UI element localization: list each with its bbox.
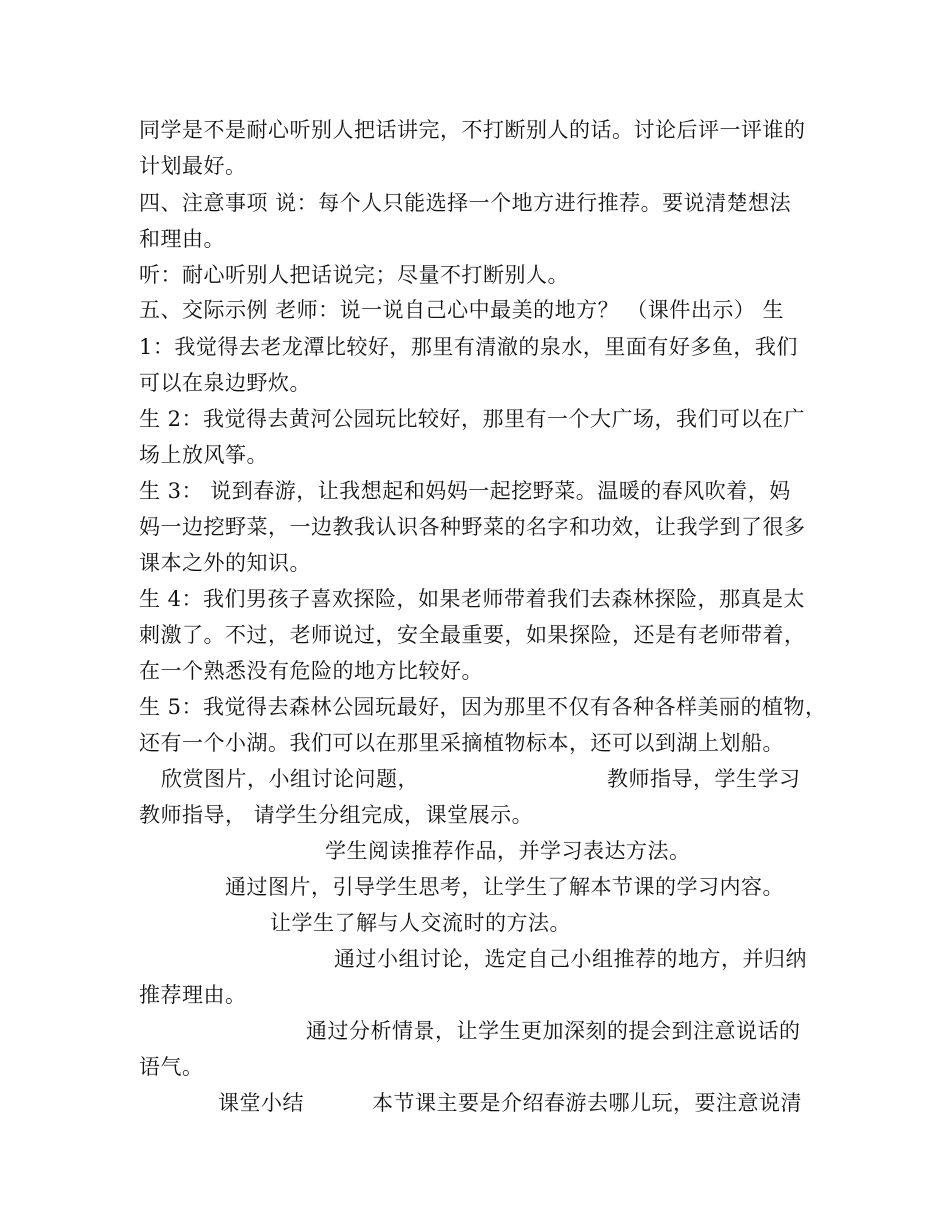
text-line: 五、交际示例 老师：说一说自己心中最美的地方？ （课件出示） 生	[139, 298, 785, 322]
text-line: 1：我觉得去老龙潭比较好，那里有清澈的泉水，里面有好多鱼，我们	[139, 335, 798, 359]
text-line: 让学生了解与人交流时的方法。	[270, 911, 571, 935]
text-line: 在一个熟悉没有危险的地方比较好。	[139, 659, 483, 683]
text-line: 可以在泉边野炊。	[139, 371, 311, 395]
text-line: 推荐理由。	[139, 983, 247, 1007]
text-line: 和理由。	[139, 227, 225, 251]
text-line: 场上放风筝。	[139, 443, 268, 467]
text-line: 课本之外的知识。	[139, 551, 311, 575]
text-line: 生 5：我觉得去森林公园玩最好，因为那里不仅有各种各样美丽的植物，	[139, 695, 827, 719]
text-line: 本节课主要是介绍春游去哪儿玩，要注意说清	[372, 1091, 802, 1115]
text-line: 通过图片，引导学生思考，让学生了解本节课的学习内容。	[225, 875, 784, 899]
text-line: 计划最好。	[139, 154, 247, 178]
text-line: 教师指导，学生学习	[607, 767, 801, 791]
text-line: 欣赏图片，小组讨论问题，	[161, 767, 419, 791]
text-line: 教师指导， 请学生分组完成，课堂展示。	[139, 803, 534, 827]
text-line: 四、注意事项 说：每个人只能选择一个地方进行推荐。要说清楚想法	[139, 191, 792, 215]
text-line: 学生阅读推荐作品，并学习表达方法。	[325, 839, 691, 863]
text-line: 听：耐心听别人把话说完；尽量不打断别人。	[139, 263, 569, 287]
text-line: 通过小组讨论，选定自己小组推荐的地方，并归纳	[334, 947, 807, 971]
text-line: 还有一个小湖。我们可以在那里采摘植物标本，还可以到湖上划船。	[139, 731, 784, 755]
text-line: 同学是不是耐心听别人把话讲完，不打断别人的话。讨论后评一评谁的	[139, 118, 806, 142]
text-line: 生 2：我觉得去黄河公园玩比较好，那里有一个大广场，我们可以在广	[139, 407, 806, 431]
text-line: 生 4：我们男孩子喜欢探险，如果老师带着我们去森林探险，那真是太	[139, 587, 806, 611]
text-line: 妈一边挖野菜，一边教我认识各种野菜的名字和功效，让我学到了很多	[139, 515, 806, 539]
text-line: 生 3： 说到春游，让我想起和妈妈一起挖野菜。温暖的春风吹着，妈	[139, 479, 791, 503]
text-line: 刺激了。不过，老师说过，安全最重要，如果探险，还是有老师带着，	[139, 623, 806, 647]
text-line: 课堂小结	[218, 1091, 304, 1115]
text-line: 通过分析情景，让学生更加深刻的提会到注意说话的	[306, 1019, 801, 1043]
text-line: 语气。	[139, 1055, 204, 1079]
